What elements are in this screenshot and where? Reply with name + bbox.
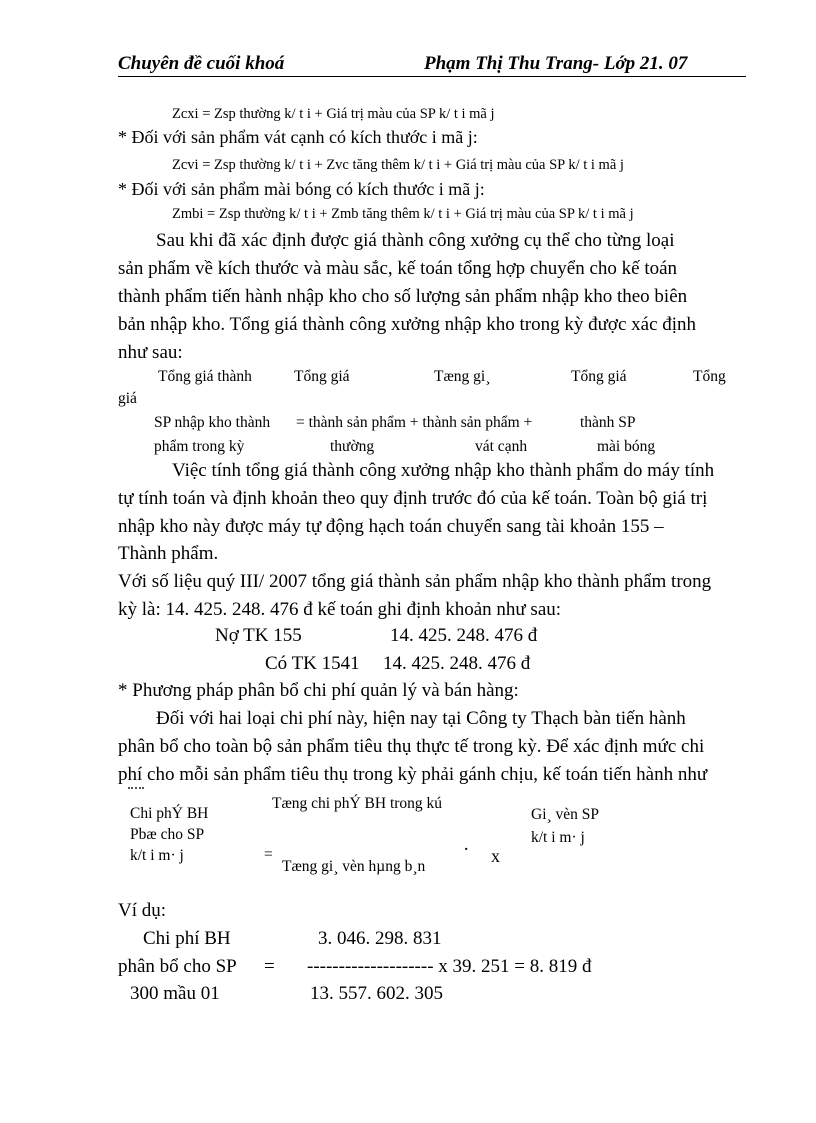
header-left: Chuyên đề cuối khoá <box>118 53 285 74</box>
formula-label: Tổng giá thành <box>158 368 252 385</box>
example-numerator: 3. 046. 298. 831 <box>318 928 442 949</box>
formula-label: k/t i m· j <box>531 829 585 846</box>
formula-label: Pbæ cho SP <box>130 826 205 843</box>
formula-label: = thành sản phẩm + thành sản phẩm + <box>296 414 533 431</box>
formula-label: vát cạnh <box>475 438 528 455</box>
paragraph-line: Sau khi đã xác định được giá thành công xưởng cụ thể cho từng loại <box>156 230 675 251</box>
example-left-line: Chi phí BH <box>143 928 231 949</box>
formula-label: thường <box>330 438 375 455</box>
formula-label: Tổng giá <box>294 368 350 385</box>
example-equals: = <box>264 956 275 977</box>
example-fraction-line: -------------------- x 39. 251 = 8. 819 đ <box>307 956 592 977</box>
truncated-text-fragment <box>128 787 144 789</box>
formula-label: Gi¸ vèn SP <box>531 806 600 823</box>
formula-equals: = <box>264 846 273 863</box>
paragraph-line: thành phẩm tiến hành nhập kho cho số lượng sản phẩm nhập kho theo biên <box>118 286 688 307</box>
paragraph-line: tự tính toán và định khoản theo quy định trước đó của kế toán. Toàn bộ giá trị <box>118 488 708 509</box>
formula-label: giá <box>118 390 137 407</box>
formula-zcxi: Zcxi = Zsp thường k/ t i + Giá trị màu của SP k/ t i mã j <box>172 106 495 122</box>
formula-dot: · <box>463 839 470 860</box>
formula-zmbi: Zmbi = Zsp thường k/ t i + Zmb tăng thêm k/ t i + Giá trị màu của SP k/ t i mã j <box>172 206 634 222</box>
formula-label: phẩm trong kỳ <box>154 438 245 455</box>
formula-zcvi: Zcvi = Zsp thường k/ t i + Zvc tăng thêm k/ t i + Giá trị màu của SP k/ t i mã j <box>172 157 624 173</box>
paragraph-line: Thành phẩm. <box>118 543 219 564</box>
formula-label: mài bóng <box>597 438 656 455</box>
paragraph-line: bản nhập kho. Tổng giá thành công xưởng nhập kho trong kỳ được xác định <box>118 314 697 335</box>
paragraph-line: như sau: <box>118 342 183 363</box>
credit-value: 14. 425. 248. 476 đ <box>383 653 531 674</box>
paragraph-line: phân bổ cho toàn bộ sản phẩm tiêu thụ thực tế trong kỳ. Để xác định mức chi <box>118 736 705 757</box>
paragraph-line: Việc tính tổng giá thành công xưởng nhập kho thành phẩm do máy tính <box>172 460 715 481</box>
formula-label: Tổng giá <box>571 368 627 385</box>
example-left-line: 300 mầu 01 <box>130 983 220 1004</box>
formula-label: Chi phÝ BH <box>130 805 209 822</box>
paragraph-line: Với số liệu quý III/ 2007 tổng giá thành sản phẩm nhập kho thành phẩm trong <box>118 571 712 592</box>
formula-label: SP nhập kho thành <box>154 414 271 431</box>
paragraph-line: nhập kho này được máy tự động hạch toán chuyển sang tài khoản 155 – <box>118 516 664 537</box>
formula-label: thành SP <box>580 414 636 431</box>
example-label: Ví dụ: <box>118 900 167 921</box>
paragraph-line: phí cho mỗi sản phẩm tiêu thụ trong kỳ phải gánh chịu, kế toán tiến hành như <box>118 764 708 785</box>
paragraph-line: sản phẩm về kích thước và màu sắc, kế toán tổng hợp chuyển cho kế toán <box>118 258 678 279</box>
example-denominator: 13. 557. 602. 305 <box>310 983 443 1004</box>
formula-times: x <box>491 846 500 866</box>
allocation-heading: * Phương pháp phân bổ chi phí quản lý và bán hàng: <box>118 680 519 701</box>
formula-label: k/t i m· j <box>130 847 184 864</box>
example-left-line: phân bổ cho SP <box>118 956 237 977</box>
formula-denominator: Tæng gi¸ vèn hµng b¸n <box>282 858 426 875</box>
debit-label: Nợ TK 155 <box>215 625 302 646</box>
vat-canh-heading: * Đối với sản phẩm vát cạnh có kích thước i mã j: <box>118 127 478 147</box>
paragraph-line: kỳ là: 14. 425. 248. 476 đ kế toán ghi định khoản như sau: <box>118 599 562 620</box>
formula-numerator: Tæng chi phÝ BH trong kú <box>272 795 443 812</box>
credit-label: Có TK 1541 <box>265 653 360 674</box>
paragraph-line: Đối với hai loại chi phí này, hiện nay tại Công ty Thạch bàn tiến hành <box>156 708 686 729</box>
debit-value: 14. 425. 248. 476 đ <box>390 625 538 646</box>
mai-bong-heading: * Đối với sản phẩm mài bóng có kích thước i mã j: <box>118 179 485 199</box>
formula-label: Tổng <box>693 368 726 385</box>
header-right: Phạm Thị Thu Trang- Lớp 21. 07 <box>424 53 688 74</box>
formula-label: Tæng gi¸ <box>434 368 491 385</box>
header-rule <box>118 76 746 77</box>
